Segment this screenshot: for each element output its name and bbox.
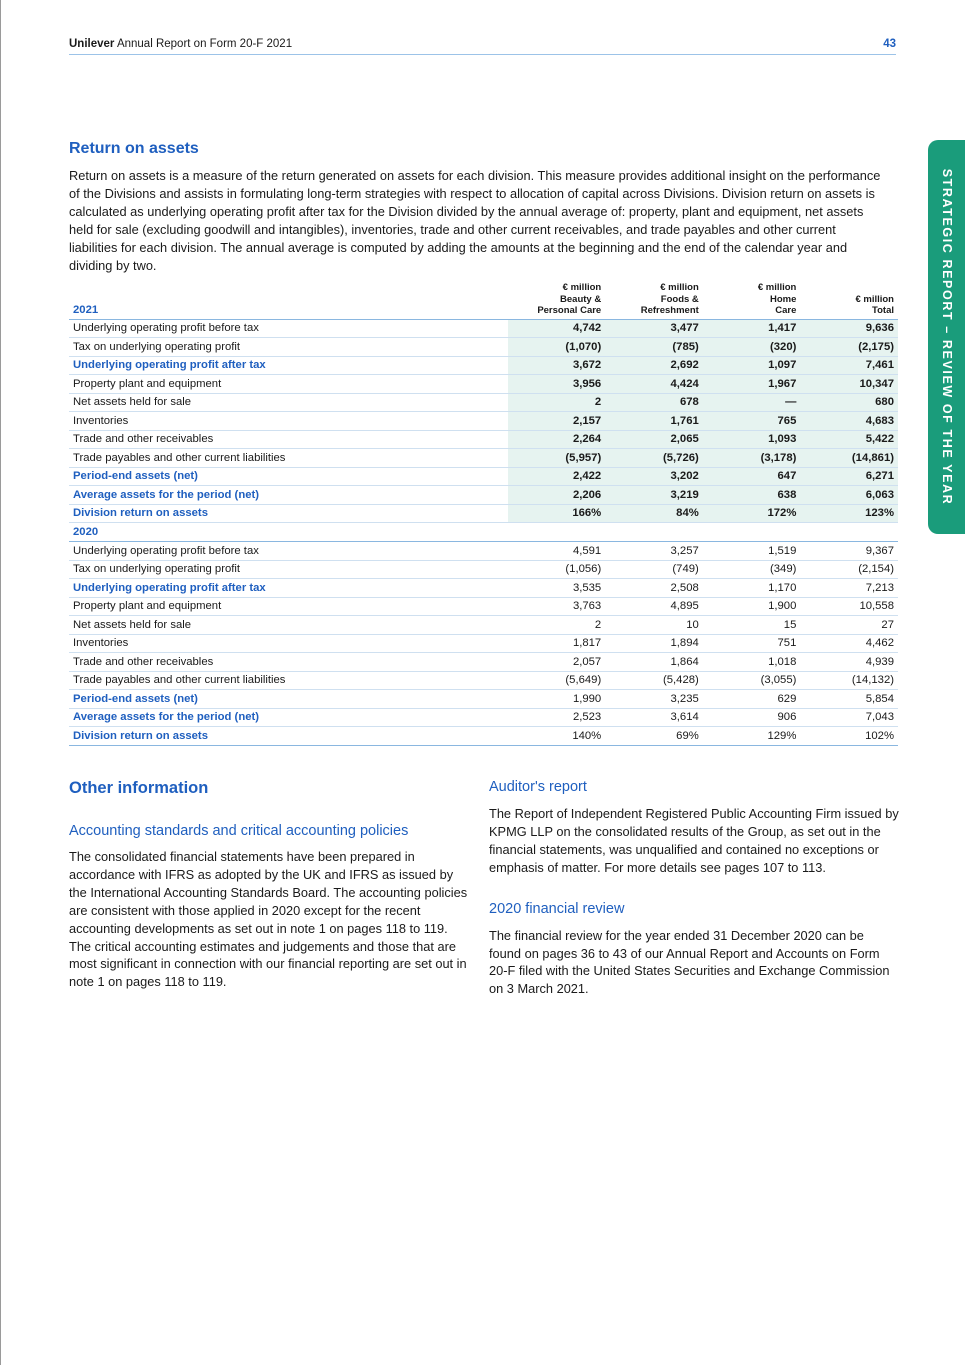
header-brand: Unilever	[69, 38, 115, 50]
row-label: Trade payables and other current liabilities	[69, 671, 508, 690]
cell-total: 5,854	[800, 690, 898, 709]
table-row	[69, 708, 898, 727]
cell-beauty-personal-care: 4,742	[508, 319, 606, 338]
table-row	[69, 430, 898, 449]
cell-beauty-personal-care: 3,956	[508, 375, 606, 394]
right-column	[489, 779, 899, 998]
table-row	[69, 671, 898, 690]
cell-beauty-personal-care: 2	[508, 616, 606, 635]
row-label: Period-end assets (net)	[69, 467, 508, 486]
table-row	[69, 467, 898, 486]
cell-home-care: —	[703, 393, 801, 412]
cell-beauty-personal-care: 2,057	[508, 653, 606, 672]
cell-home-care: 172%	[703, 504, 801, 523]
cell-total: 9,367	[800, 542, 898, 561]
cell-total: 5,422	[800, 430, 898, 449]
cell-foods-refreshment: 3,202	[605, 467, 703, 486]
cell-total: 4,462	[800, 634, 898, 653]
cell-total: 680	[800, 393, 898, 412]
cell-home-care: 638	[703, 486, 801, 505]
header-title: Annual Report on Form 20-F 2021	[116, 38, 293, 50]
cell-beauty-personal-care: 2	[508, 393, 606, 412]
section-side-tab-label: STRATEGIC REPORT – REVIEW OF THE YEAR	[939, 168, 954, 506]
cell-total: 10,558	[800, 597, 898, 616]
cell-home-care: 15	[703, 616, 801, 635]
row-label: Inventories	[69, 634, 508, 653]
row-label: Underlying operating profit before tax	[69, 319, 508, 338]
row-label: Tax on underlying operating profit	[69, 338, 508, 357]
table-row	[69, 338, 898, 357]
row-label: Inventories	[69, 412, 508, 431]
financial-review-2020-text: The financial review for the year ended 31 December 2020 can be found on pages 36 to 43 of our Annual Report and Accounts on Form 20-F filed with the United States Securities and Exchange Commission on 3 March 2021.	[489, 927, 890, 997]
row-label: Division return on assets	[69, 727, 508, 746]
cell-beauty-personal-care: 3,672	[508, 356, 606, 375]
table-row	[69, 375, 898, 394]
row-label: Property plant and equipment	[69, 597, 508, 616]
row-label: Underlying operating profit after tax	[69, 579, 508, 598]
column-name-line-2: Personal Care	[537, 305, 602, 316]
return-on-assets-heading: Return on assets	[69, 140, 199, 157]
cell-total: 102%	[800, 727, 898, 746]
year-2021-label: 2021	[73, 304, 99, 316]
table-row	[69, 449, 898, 468]
cell-foods-refreshment: (785)	[605, 338, 703, 357]
cell-beauty-personal-care: (1,056)	[508, 560, 606, 579]
cell-home-care: (3,055)	[703, 671, 801, 690]
cell-home-care: (349)	[703, 560, 801, 579]
cell-foods-refreshment: 10	[605, 616, 703, 635]
column-unit: € million	[660, 282, 699, 293]
cell-home-care: 129%	[703, 727, 801, 746]
column-header-total	[800, 282, 898, 319]
cell-foods-refreshment: 4,424	[605, 375, 703, 394]
table-row	[69, 597, 898, 616]
row-label: Tax on underlying operating profit	[69, 560, 508, 579]
table-row	[69, 542, 898, 561]
row-label: Division return on assets	[69, 504, 508, 523]
cell-beauty-personal-care: 1,990	[508, 690, 606, 709]
cell-beauty-personal-care: 1,817	[508, 634, 606, 653]
cell-home-care: 1,093	[703, 430, 801, 449]
row-label: Underlying operating profit before tax	[69, 542, 508, 561]
row-label: Underlying operating profit after tax	[69, 356, 508, 375]
cell-beauty-personal-care: (5,649)	[508, 671, 606, 690]
cell-home-care: (3,178)	[703, 449, 801, 468]
auditors-report-text: The Report of Independent Registered Public Accounting Firm issued by KPMG LLP on the consolidated results of the Group, as set out in the financial statements, was unqualified and contained no exceptions or emphasis of matter. For more details see pages 107 to 113.	[489, 806, 899, 875]
table-row	[69, 579, 898, 598]
other-information-heading: Other information	[69, 779, 209, 797]
auditors-report-heading: Auditor's report	[489, 779, 587, 795]
accounting-standards-text: The consolidated financial statements have been prepared in accordance with IFRS as adopted by the UK and IFRS as issued by the International Accounting Standards Board. The accounting policies are consistent with those applied in 2020 except for the recent accounting developments as set out in note 1 on pages 118 to 119. The critical accounting estimates and judgements and those that are most significant in connection with our financial reporting are set out in note 1 on pages 118 to 119.	[69, 849, 468, 990]
cell-total: 9,636	[800, 319, 898, 338]
cell-total: (2,175)	[800, 338, 898, 357]
row-label: Trade payables and other current liabilities	[69, 449, 508, 468]
row-label: Property plant and equipment	[69, 375, 508, 394]
cell-home-care: 906	[703, 708, 801, 727]
cell-total: 6,271	[800, 467, 898, 486]
cell-foods-refreshment: 2,065	[605, 430, 703, 449]
cell-beauty-personal-care: 4,591	[508, 542, 606, 561]
row-label: Net assets held for sale	[69, 616, 508, 635]
cell-total: 27	[800, 616, 898, 635]
cell-beauty-personal-care: 2,422	[508, 467, 606, 486]
cell-total: (14,861)	[800, 449, 898, 468]
financial-review-2020-heading: 2020 financial review	[489, 900, 625, 917]
cell-home-care: 1,097	[703, 356, 801, 375]
cell-total: 10,347	[800, 375, 898, 394]
cell-total: 4,683	[800, 412, 898, 431]
table-row	[69, 653, 898, 672]
cell-home-care: 647	[703, 467, 801, 486]
column-unit: € million	[757, 282, 797, 293]
cell-beauty-personal-care: 3,535	[508, 579, 606, 598]
cell-foods-refreshment: 3,614	[605, 708, 703, 727]
cell-foods-refreshment: 2,508	[605, 579, 703, 598]
column-name-line-1: Foods &	[660, 293, 699, 305]
cell-total: (2,154)	[800, 560, 898, 579]
cell-foods-refreshment: 1,864	[605, 653, 703, 672]
cell-home-care: 629	[703, 690, 801, 709]
cell-home-care: 1,417	[703, 319, 801, 338]
cell-beauty-personal-care: 2,264	[508, 430, 606, 449]
cell-beauty-personal-care: 3,763	[508, 597, 606, 616]
table-header-row	[69, 282, 898, 319]
column-name-line-2: Refreshment	[640, 305, 699, 316]
table-row	[69, 393, 898, 412]
cell-foods-refreshment: 4,895	[605, 597, 703, 616]
column-header-foods-refreshment	[605, 282, 703, 319]
return-on-assets-table	[69, 282, 898, 746]
row-label: Average assets for the period (net)	[69, 708, 508, 727]
column-name-line-2: Care	[775, 305, 797, 316]
table-row	[69, 690, 898, 709]
table-row	[69, 560, 898, 579]
cell-home-care: 1,900	[703, 597, 801, 616]
accounting-standards-heading: Accounting standards and critical accounting policies	[69, 823, 409, 839]
page-number: 43	[883, 38, 896, 50]
cell-beauty-personal-care: 2,157	[508, 412, 606, 431]
column-name-line-1: € million	[855, 293, 894, 305]
cell-foods-refreshment: 84%	[605, 504, 703, 523]
table-row	[69, 634, 898, 653]
cell-foods-refreshment: 3,235	[605, 690, 703, 709]
cell-total: (14,132)	[800, 671, 898, 690]
table-row	[69, 616, 898, 635]
cell-total: 7,043	[800, 708, 898, 727]
cell-beauty-personal-care: 166%	[508, 504, 606, 523]
cell-home-care: 1,967	[703, 375, 801, 394]
section-side-tab[interactable]	[928, 140, 965, 534]
cell-foods-refreshment: 2,692	[605, 356, 703, 375]
cell-foods-refreshment: (5,726)	[605, 449, 703, 468]
column-name-line-2: Total	[872, 305, 894, 316]
cell-total: 7,213	[800, 579, 898, 598]
table-row	[69, 319, 898, 338]
cell-beauty-personal-care: 2,206	[508, 486, 606, 505]
table-row	[69, 486, 898, 505]
cell-total: 4,939	[800, 653, 898, 672]
row-label: Trade and other receivables	[69, 653, 508, 672]
column-unit: € million	[562, 282, 602, 293]
cell-foods-refreshment: 678	[605, 393, 703, 412]
table-row	[69, 412, 898, 431]
row-label: Average assets for the period (net)	[69, 486, 508, 505]
column-header-beauty-personal-care	[508, 282, 606, 319]
column-header-home-care	[703, 282, 801, 319]
cell-beauty-personal-care: 2,523	[508, 708, 606, 727]
cell-foods-refreshment: 69%	[605, 727, 703, 746]
cell-beauty-personal-care: (1,070)	[508, 338, 606, 357]
table-row	[69, 727, 898, 746]
row-label: Period-end assets (net)	[69, 690, 508, 709]
year-2020-row	[69, 523, 898, 542]
cell-beauty-personal-care: (5,957)	[508, 449, 606, 468]
cell-total: 6,063	[800, 486, 898, 505]
cell-beauty-personal-care: 140%	[508, 727, 606, 746]
page-edge	[0, 0, 1, 1365]
table-row	[69, 356, 898, 375]
column-name-line-1: Home	[769, 293, 797, 305]
table-row	[69, 504, 898, 523]
left-column	[69, 779, 472, 991]
cell-home-care: 765	[703, 412, 801, 431]
year-2020-label: 2020	[69, 523, 508, 542]
cell-foods-refreshment: (5,428)	[605, 671, 703, 690]
cell-foods-refreshment: 3,477	[605, 319, 703, 338]
return-on-assets-intro: Return on assets is a measure of the return generated on assets for each division. This measure provides additional insight on the performance of the Divisions and assists in formulating long-term strategies with respect to allocation of capital across Divisions. Division return on assets is calculated as underlying operating profit after tax for the Division divided by the annual average of: property, plant and equipment, net assets held for sale (excluding goodwill and intangibles), inventories, trade and other current receivables, and trade payables and other current liabilities for each division. The annual average is computed by adding the amounts at the beginning and the end of the calendar year and dividing by two.	[69, 168, 881, 273]
row-label: Net assets held for sale	[69, 393, 508, 412]
page-header	[69, 38, 896, 55]
row-label: Trade and other receivables	[69, 430, 508, 449]
cell-foods-refreshment: (749)	[605, 560, 703, 579]
cell-total: 7,461	[800, 356, 898, 375]
cell-foods-refreshment: 3,257	[605, 542, 703, 561]
cell-foods-refreshment: 3,219	[605, 486, 703, 505]
cell-home-care: 1,018	[703, 653, 801, 672]
cell-foods-refreshment: 1,761	[605, 412, 703, 431]
cell-home-care: 1,170	[703, 579, 801, 598]
cell-home-care: (320)	[703, 338, 801, 357]
cell-home-care: 751	[703, 634, 801, 653]
cell-total: 123%	[800, 504, 898, 523]
cell-home-care: 1,519	[703, 542, 801, 561]
column-name-line-1: Beauty &	[560, 293, 602, 305]
cell-foods-refreshment: 1,894	[605, 634, 703, 653]
